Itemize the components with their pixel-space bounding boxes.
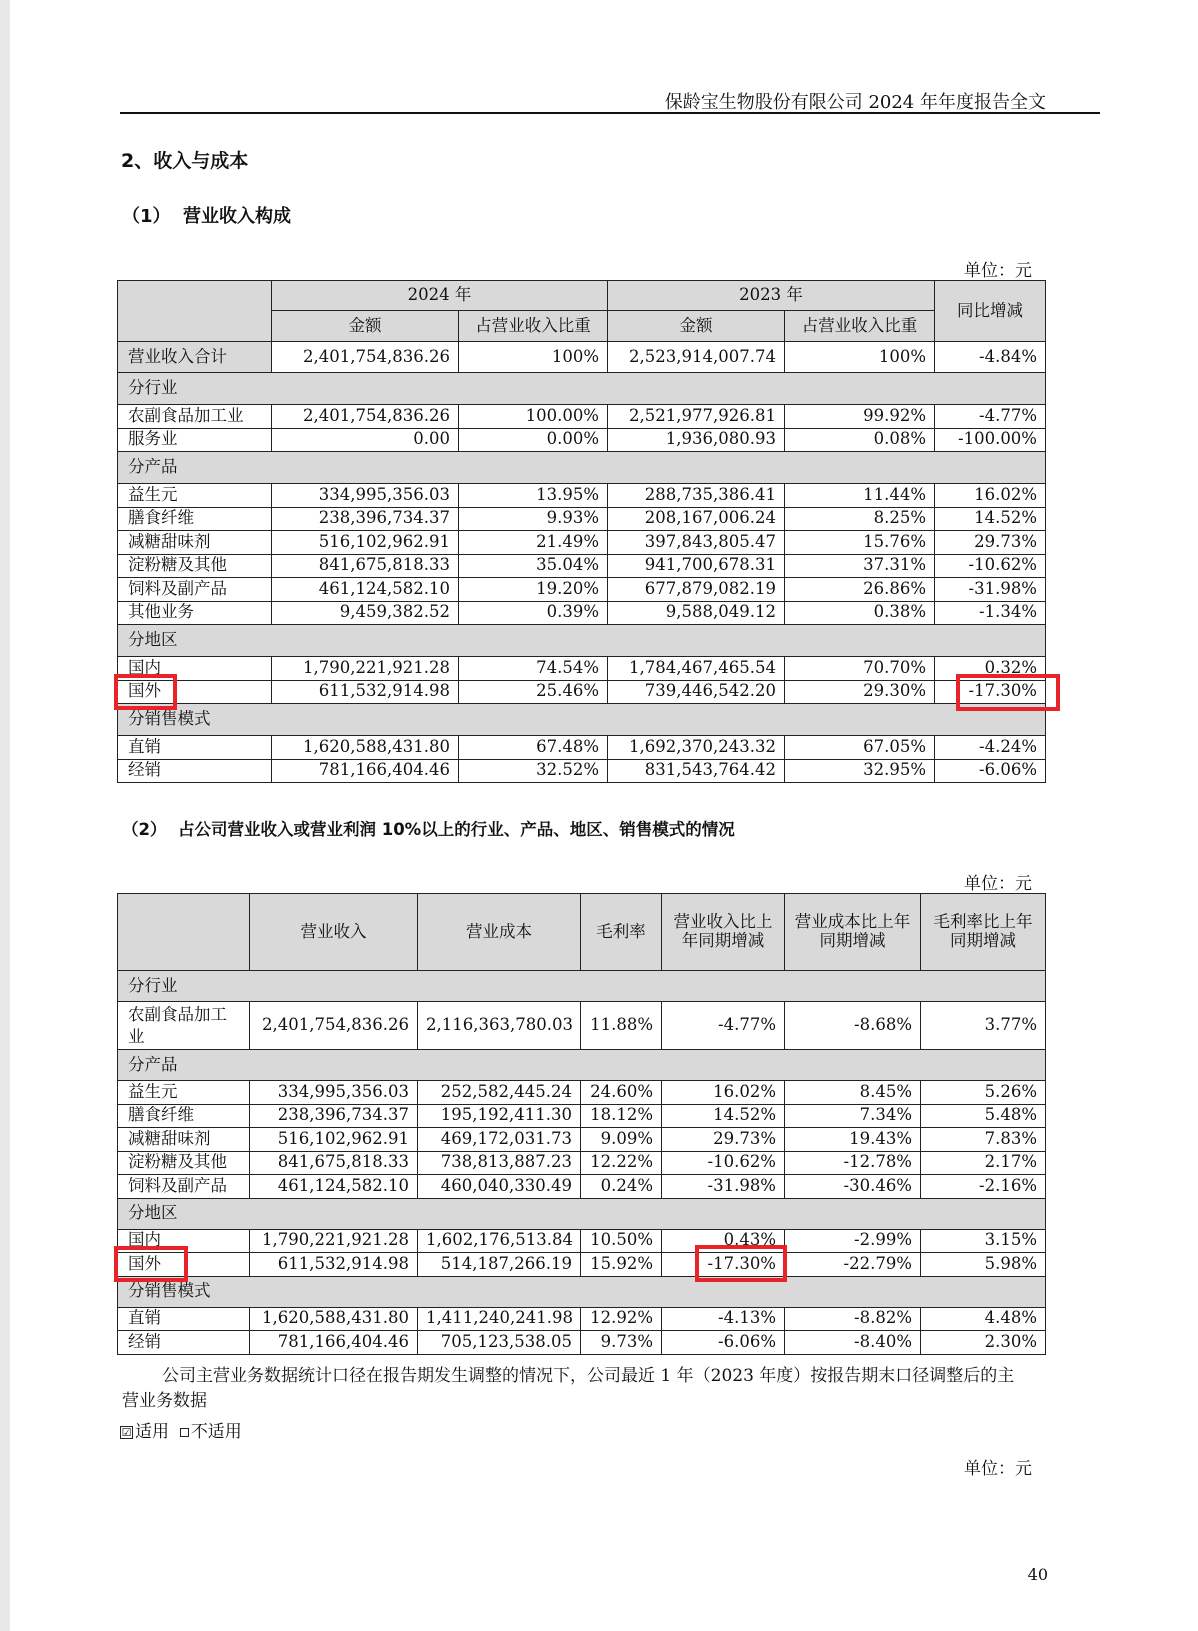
yoy-change: -10.62% [935,554,1046,578]
section-title: 分销售模式 [118,704,1046,736]
section-row [118,452,1046,484]
row-label: 国内 [118,657,272,681]
highlight-box-foreign-label-t1 [114,674,177,710]
revenue-yoy: -6.06% [662,1331,785,1355]
amount-2024: 334,995,356.03 [272,484,459,508]
gross-margin: 10.50% [581,1229,662,1253]
cost: 469,172,031.73 [418,1128,581,1152]
revenue-yoy: -4.13% [662,1307,785,1331]
ratio-2024: 19.20% [459,578,608,602]
section-row [118,971,1046,1002]
gross-margin: 0.24% [581,1175,662,1199]
ratio-2023: 0.38% [785,601,935,625]
ratio-2023: 37.31% [785,554,935,578]
corner-cell [118,894,250,971]
revenue-yoy: -10.62% [662,1151,785,1175]
ratio-2023: 15.76% [785,531,935,555]
revenue: 516,102,962.91 [250,1128,418,1152]
revenue: 781,166,404.46 [250,1331,418,1355]
gross-margin: 9.09% [581,1128,662,1152]
table-row [118,736,1046,760]
cost-yoy: 8.45% [785,1081,921,1105]
applicability-options [120,1420,242,1445]
table1-heading: （1） 营业收入构成 [122,206,292,227]
amount-2023: 288,735,386.41 [608,484,785,508]
row-label: 服务业 [118,428,272,452]
ratio-2024: 0.00% [459,428,608,452]
ratio-2023: 11.44% [785,484,935,508]
ratio-2023: 32.95% [785,759,935,783]
gross-margin-header: 毛利率 [581,894,662,971]
amount-2023: 1,936,080.93 [608,428,785,452]
section-heading: 2、收入与成本 [121,150,249,172]
row-label: 淀粉糖及其他 [118,1151,250,1175]
row-label: 农副食品加工业 [118,405,272,429]
cost-yoy: -2.99% [785,1229,921,1253]
row-label: 营业收入合计 [118,342,272,373]
amount-2023: 739,446,542.20 [608,680,785,704]
row-label: 国外 [118,680,272,704]
amount-2024: 841,675,818.33 [272,554,459,578]
gm-yoy: 3.15% [921,1229,1046,1253]
table-row [118,1128,1046,1152]
revenue-yoy-header: 营业收入比上年同期增减 [662,894,785,971]
cost: 460,040,330.49 [418,1175,581,1199]
amount-2023: 831,543,764.42 [608,759,785,783]
section-row [118,373,1046,405]
gross-margin: 12.92% [581,1307,662,1331]
revenue: 2,401,754,836.26 [250,1002,418,1050]
revenue: 1,620,588,431.80 [250,1307,418,1331]
table-row [118,1253,1046,1277]
section-row [118,1276,1046,1307]
gross-margin: 15.92% [581,1253,662,1277]
row-label: 膳食纤维 [118,1104,250,1128]
page-number: 40 [1027,1565,1048,1584]
row-label: 益生元 [118,1081,250,1105]
cost-yoy: -22.79% [785,1253,921,1277]
ratio-2024: 74.54% [459,657,608,681]
row-label: 经销 [118,759,272,783]
table-row [118,405,1046,429]
gross-margin: 9.73% [581,1331,662,1355]
revenue-yoy: -31.98% [662,1175,785,1199]
document-page [10,0,1198,1631]
table-row [118,1002,1046,1050]
row-label: 国内 [118,1229,250,1253]
row-label: 其他业务 [118,601,272,625]
table-row [118,428,1046,452]
revenue-yoy: 14.52% [662,1104,785,1128]
table-row [118,1081,1046,1105]
year-2023-header: 2023 年 [608,281,935,311]
note-paragraph: 公司主营业务数据统计口径在报告期发生调整的情况下，公司最近 1 年（2023 年度）按报告期末口径调整后的主营业务数据 [122,1366,1015,1411]
row-label: 膳食纤维 [118,507,272,531]
highlight-box-foreign-yoy-t1 [956,674,1060,711]
ratio-2023: 0.08% [785,428,935,452]
table-row [118,531,1046,555]
highlight-box-foreign-label-t2 [114,1246,188,1282]
checked-checkbox-icon[interactable]: ☑ [121,1426,132,1439]
gm-yoy: 2.30% [921,1331,1046,1355]
table-row [118,484,1046,508]
amount-2024: 9,459,382.52 [272,601,459,625]
section-title: 分行业 [118,971,1046,1002]
table-row [118,1229,1046,1253]
cost: 514,187,266.19 [418,1253,581,1277]
gross-margin: 12.22% [581,1151,662,1175]
ratio-2023: 67.05% [785,736,935,760]
table-row [118,601,1046,625]
yoy-change: -6.06% [935,759,1046,783]
ratio-2024: 25.46% [459,680,608,704]
table3-unit: 单位：元 [964,1459,1032,1479]
ratio-2023: 26.86% [785,578,935,602]
amount-2024: 2,401,754,836.26 [272,342,459,373]
table-row [118,1151,1046,1175]
ratio-2023: 100% [785,342,935,373]
gross-margin: 11.88% [581,1002,662,1050]
section-title: 分行业 [118,373,1046,405]
yoy-change: -31.98% [935,578,1046,602]
yoy-change: -4.84% [935,342,1046,373]
amount-2024: 461,124,582.10 [272,578,459,602]
gross-margin: 24.60% [581,1081,662,1105]
amount-2024: 781,166,404.46 [272,759,459,783]
gm-yoy-header: 毛利率比上年同期增减 [921,894,1046,971]
ratio-2024: 32.52% [459,759,608,783]
table1-unit: 单位：元 [964,261,1032,281]
gm-yoy: 4.48% [921,1307,1046,1331]
gm-yoy: 5.26% [921,1081,1046,1105]
row-label: 饲料及副产品 [118,578,272,602]
table-row [118,1104,1046,1128]
section-title: 分地区 [118,1198,1046,1229]
cost: 1,411,240,241.98 [418,1307,581,1331]
amount-2023: 1,784,467,465.54 [608,657,785,681]
ratio-2024: 67.48% [459,736,608,760]
table-row [118,759,1046,783]
yoy-change: 14.52% [935,507,1046,531]
row-label: 经销 [118,1331,250,1355]
yoy-header: 同比增减 [935,281,1046,342]
amount-2023: 208,167,006.24 [608,507,785,531]
ratio-2024: 0.39% [459,601,608,625]
section-row [118,625,1046,657]
table-row [118,1175,1046,1199]
table-row [118,1331,1046,1355]
gm-yoy: -2.16% [921,1175,1046,1199]
ratio-2024: 100.00% [459,405,608,429]
cost: 2,116,363,780.03 [418,1002,581,1050]
table2-unit: 单位：元 [964,874,1032,894]
cost: 1,602,176,513.84 [418,1229,581,1253]
yoy-change: -17.30% [935,680,1046,704]
section-row [118,1050,1046,1081]
amount-2024: 0.00 [272,428,459,452]
ratio-header: 占营业收入比重 [459,311,608,342]
cost-yoy: 7.34% [785,1104,921,1128]
amount-2024: 2,401,754,836.26 [272,405,459,429]
cost-header: 营业成本 [418,894,581,971]
revenue: 334,995,356.03 [250,1081,418,1105]
section-title: 分地区 [118,625,1046,657]
gm-yoy: 2.17% [921,1151,1046,1175]
amount-2023: 9,588,049.12 [608,601,785,625]
gross-margin: 18.12% [581,1104,662,1128]
revenue-yoy: 0.43% [662,1229,785,1253]
section-row [118,1198,1046,1229]
section-title: 分产品 [118,452,1046,484]
revenue-yoy: 29.73% [662,1128,785,1152]
ratio-2023: 70.70% [785,657,935,681]
row-label: 农副食品加工业 [118,1002,250,1050]
ratio-2024: 9.93% [459,507,608,531]
amount-2024: 611,532,914.98 [272,680,459,704]
cost: 738,813,887.23 [418,1151,581,1175]
revenue-yoy: 16.02% [662,1081,785,1105]
ratio-2024: 21.49% [459,531,608,555]
amount-2023: 1,692,370,243.32 [608,736,785,760]
applicable-label: 适用 [135,1422,169,1442]
table2-heading: （2） 占公司营业收入或营业利润 10%以上的行业、产品、地区、销售模式的情况 [122,820,735,839]
yoy-change: 16.02% [935,484,1046,508]
unchecked-checkbox-icon[interactable] [180,1428,189,1437]
ratio-2023: 8.25% [785,507,935,531]
total-row [118,342,1046,373]
year-2024-header: 2024 年 [272,281,608,311]
cost-yoy: -12.78% [785,1151,921,1175]
cost: 705,123,538.05 [418,1331,581,1355]
ratio-2024: 35.04% [459,554,608,578]
amount-2023: 397,843,805.47 [608,531,785,555]
revenue: 238,396,734.37 [250,1104,418,1128]
header-rule [120,112,1100,114]
section-row [118,704,1046,736]
row-label: 减糖甜味剂 [118,1128,250,1152]
yoy-change: -4.77% [935,405,1046,429]
revenue: 461,124,582.10 [250,1175,418,1199]
gm-yoy: 5.48% [921,1104,1046,1128]
table-row [118,680,1046,704]
cost-yoy: -8.82% [785,1307,921,1331]
row-label: 国外 [118,1253,250,1277]
yoy-change: -1.34% [935,601,1046,625]
amount-2024: 238,396,734.37 [272,507,459,531]
revenue: 611,532,914.98 [250,1253,418,1277]
ratio-2023: 99.92% [785,405,935,429]
section-title: 分产品 [118,1050,1046,1081]
table-row [118,507,1046,531]
row-label: 饲料及副产品 [118,1175,250,1199]
not-applicable-label: 不适用 [190,1422,242,1442]
yoy-change: 0.32% [935,657,1046,681]
cost-yoy-header: 营业成本比上年同期增减 [785,894,921,971]
cost-yoy: 19.43% [785,1128,921,1152]
report-header-title: 保龄宝生物股份有限公司 2024 年年度报告全文 [664,92,1046,113]
ratio-2024: 13.95% [459,484,608,508]
table-row [118,657,1046,681]
amount-2023: 941,700,678.31 [608,554,785,578]
amount-2023: 2,523,914,007.74 [608,342,785,373]
cost: 252,582,445.24 [418,1081,581,1105]
table-row [118,1307,1046,1331]
cost-yoy: -30.46% [785,1175,921,1199]
amount-header: 金额 [272,311,459,342]
highlight-box-foreign-revenue-yoy-t2 [695,1245,787,1282]
row-label: 减糖甜味剂 [118,531,272,555]
row-label: 直销 [118,736,272,760]
gm-yoy: 7.83% [921,1128,1046,1152]
row-label: 益生元 [118,484,272,508]
table-row [118,554,1046,578]
cost-yoy: -8.68% [785,1002,921,1050]
amount-2024: 1,620,588,431.80 [272,736,459,760]
ratio-2024: 100% [459,342,608,373]
table-row [118,578,1046,602]
cost-yoy: -8.40% [785,1331,921,1355]
ratio-2023: 29.30% [785,680,935,704]
revenue: 1,790,221,921.28 [250,1229,418,1253]
amount-2024: 516,102,962.91 [272,531,459,555]
revenue: 841,675,818.33 [250,1151,418,1175]
amount-2023: 677,879,082.19 [608,578,785,602]
amount-header: 金额 [608,311,785,342]
yoy-change: -4.24% [935,736,1046,760]
ratio-header: 占营业收入比重 [785,311,935,342]
row-label: 淀粉糖及其他 [118,554,272,578]
major-segments-table [117,893,1046,1355]
section-title: 分销售模式 [118,1276,1046,1307]
corner-cell [118,281,272,342]
yoy-change: 29.73% [935,531,1046,555]
gm-yoy: 5.98% [921,1253,1046,1277]
cost: 195,192,411.30 [418,1104,581,1128]
amount-2024: 1,790,221,921.28 [272,657,459,681]
revenue-yoy: -17.30% [662,1253,785,1277]
gm-yoy: 3.77% [921,1002,1046,1050]
amount-2023: 2,521,977,926.81 [608,405,785,429]
revenue-yoy: -4.77% [662,1002,785,1050]
revenue-header: 营业收入 [250,894,418,971]
yoy-change: -100.00% [935,428,1046,452]
row-label: 直销 [118,1307,250,1331]
revenue-composition-table [117,280,1046,783]
